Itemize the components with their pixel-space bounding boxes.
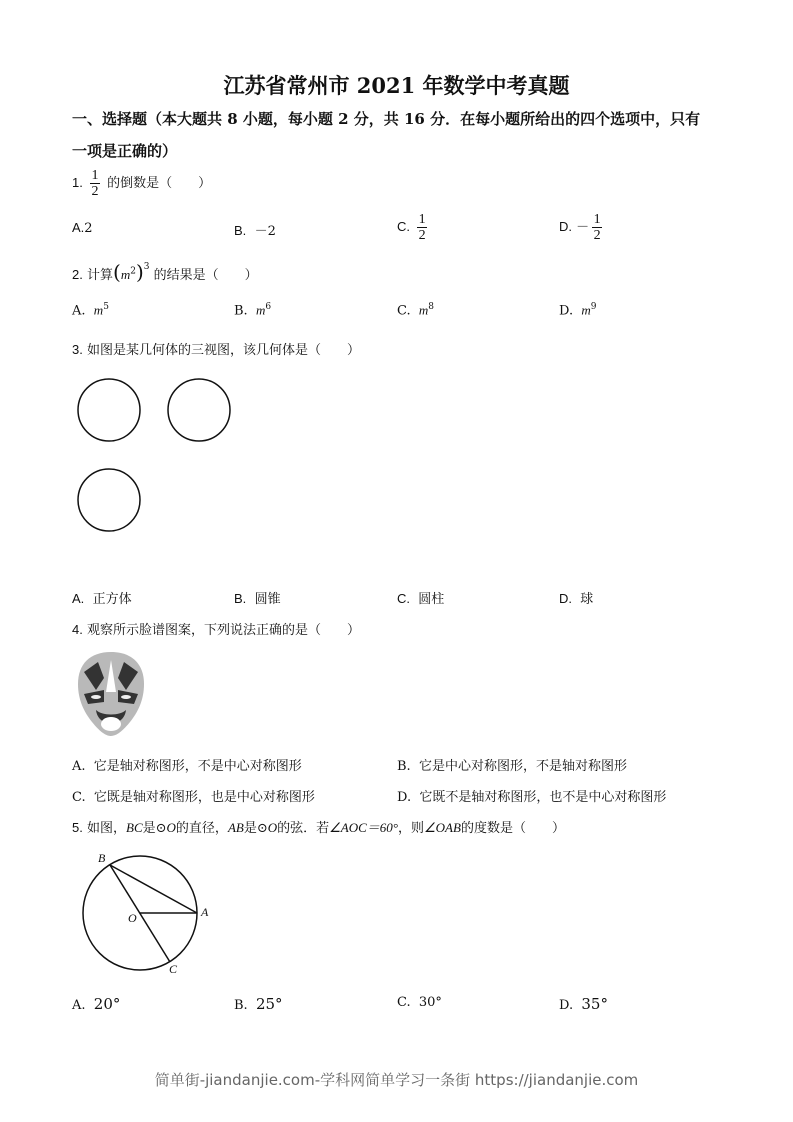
page-title: 江苏省常州市 2021 年数学中考真题 <box>223 73 570 98</box>
option-a[interactable]: A. $m^5$ <box>72 302 109 319</box>
question-number: 1. <box>72 175 83 190</box>
three-views-figure <box>78 379 230 531</box>
question-2: 2. 计算$(m^2)^3$ 的结果是（ ） <box>72 260 258 284</box>
option-b[interactable]: B. 圆锥 <box>234 591 281 607</box>
point-o-label: O <box>128 911 137 925</box>
option-b[interactable]: B. －2 <box>234 223 276 239</box>
circle-o-figure <box>83 856 197 970</box>
option-c[interactable]: C. 它既是轴对称图形，也是中心对称图形 <box>72 790 315 805</box>
option-b[interactable]: B. 25° <box>234 995 283 1013</box>
section-heading: 一、选择题（本大题共 8 小题，每小题 2 分，共 16 分．在每小题所给出的四个选项中，只有 <box>72 110 701 128</box>
point-a-label: A <box>201 905 209 919</box>
footer-watermark: 简单街-jiandanjie.com-学科网简单学习一条街 https://jiandanjie.com <box>154 1071 639 1089</box>
option-a[interactable]: A. 它是轴对称图形，不是中心对称图形 <box>72 759 302 774</box>
option-c[interactable]: C. 30° <box>397 995 442 1010</box>
option-c[interactable]: C. 圆柱 <box>397 591 445 607</box>
option-c[interactable]: C. $\frac{1}{2}$ <box>397 212 426 243</box>
question-3: 3. 如图是某几何体的三视图，该几何体是（ ） <box>72 342 360 358</box>
option-d[interactable]: D. － $\frac{1}{2}$ <box>559 212 601 243</box>
option-a[interactable]: A. 20° <box>72 995 121 1013</box>
option-d[interactable]: D. $m^9$ <box>559 302 597 319</box>
option-b[interactable]: B. $m^6$ <box>234 302 272 319</box>
option-d[interactable]: D. 35° <box>559 995 608 1013</box>
opera-mask-figure <box>78 652 144 736</box>
question-stem: 的倒数是（ ） <box>107 176 212 191</box>
section-heading-cont: 一项是正确的） <box>72 142 178 160</box>
option-d[interactable]: D. 它既不是轴对称图形，也不是中心对称图形 <box>397 790 667 805</box>
question-4: 4. 观察所示脸谱图案，下列说法正确的是（ ） <box>72 622 360 638</box>
option-a[interactable]: A.2 <box>72 220 93 236</box>
fraction: $\frac{1}{2}$ <box>91 168 99 199</box>
option-d[interactable]: D. 球 <box>559 591 594 607</box>
point-b-label: B <box>98 851 106 865</box>
point-c-label: C <box>169 962 178 976</box>
option-c[interactable]: C. $m^8$ <box>397 302 435 319</box>
question-5: 5. 如图，BC是⊙O的直径，AB是⊙O的弦．若∠AOC＝60°，则∠OAB的度数是（ ） <box>72 820 565 836</box>
option-b[interactable]: B. 它是中心对称图形，不是轴对称图形 <box>397 759 627 774</box>
option-a[interactable]: A. 正方体 <box>72 591 132 607</box>
